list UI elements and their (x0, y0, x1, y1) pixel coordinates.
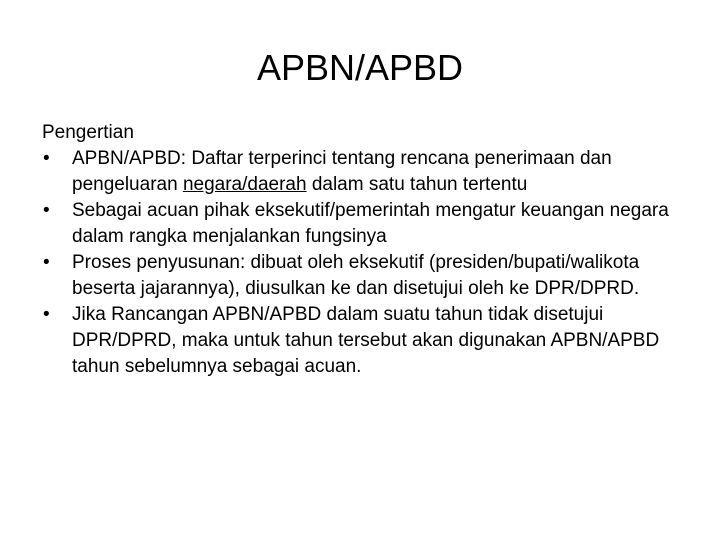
slide-body (42, 120, 692, 380)
section-heading: Pengertian (42, 122, 134, 143)
bullet-icon: • (43, 252, 50, 273)
bullet-text: Proses penyusunan: dibuat oleh eksekutif (presiden/bupati/walikota beserta jajarannya), diusulkan ke dan disetujui oleh ke DPR/DPRD. (72, 252, 640, 299)
slide-title: APBN/APBD (256, 47, 464, 88)
bullet-icon: • (43, 148, 50, 169)
bullet-item-fallback (42, 302, 692, 380)
bullet-list (42, 146, 692, 380)
bullet-item-process (42, 250, 692, 302)
bullet-icon: • (43, 200, 50, 221)
underlined-term: negara/daerah (182, 174, 307, 195)
bullet-text: Sebagai acuan pihak eksekutif/pemerintah mengatur keuangan negara dalam rangka menjalankan fungsinya (72, 200, 669, 247)
bullet-text-part: dalam satu tahun tertentu (306, 174, 528, 195)
bullet-text-part: APBN/APBD: Daftar terperinci tentang rencana penerimaan dan pengeluaran (72, 148, 612, 195)
bullet-text: Jika Rancangan APBN/APBD dalam suatu tahun tidak disetujui DPR/DPRD, maka untuk tahun tersebut akan digunakan APBN/APBD tahun sebelumnya sebagai acuan. (72, 304, 660, 377)
bullet-item-reference (42, 198, 692, 250)
bullet-icon: • (43, 304, 50, 325)
bullet-item-definition (42, 146, 692, 198)
